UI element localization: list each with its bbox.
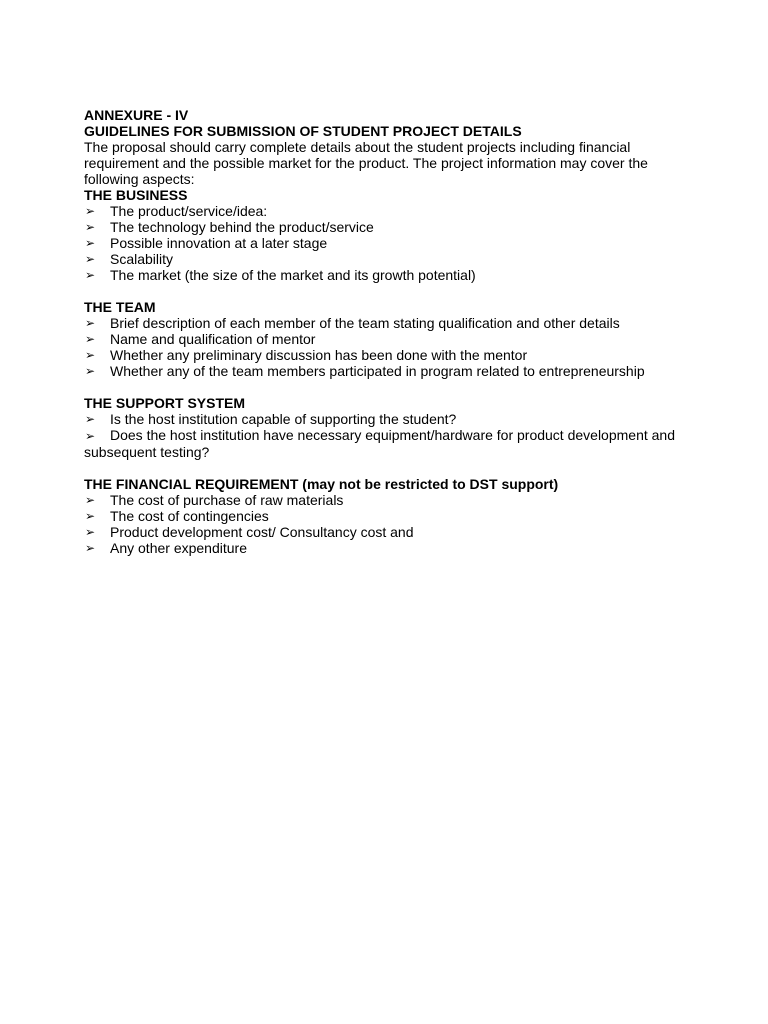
- list-item-text: Name and qualification of mentor: [110, 331, 316, 347]
- arrow-bullet-icon: ➢: [85, 541, 96, 555]
- arrow-bullet-icon: ➢: [85, 525, 96, 539]
- list-item: [84, 347, 704, 363]
- arrow-bullet-icon: ➢: [85, 429, 96, 443]
- arrow-bullet-icon: ➢: [85, 316, 96, 330]
- list-item-text: Scalability: [110, 251, 174, 267]
- section-heading-support: THE SUPPORT SYSTEM: [84, 395, 246, 411]
- section-heading-financial: THE FINANCIAL REQUIREMENT (may not be restricted to DST support): [84, 476, 559, 492]
- list-item: [84, 508, 704, 524]
- list-item: [84, 235, 704, 251]
- list-item-text: The cost of contingencies: [110, 508, 269, 524]
- list-item-text: The cost of purchase of raw materials: [110, 492, 344, 508]
- list-item: [84, 219, 704, 235]
- list-item-text: The product/service/idea:: [110, 203, 268, 219]
- list-item: [84, 524, 704, 540]
- section-spacer: [84, 283, 704, 299]
- arrow-bullet-icon: ➢: [85, 509, 96, 523]
- arrow-bullet-icon: ➢: [85, 332, 96, 346]
- list-item-text: Possible innovation at a later stage: [110, 235, 328, 251]
- section-heading-business: THE BUSINESS: [84, 187, 188, 203]
- list-item-text: Brief description of each member of the team stating qualification and other details: [110, 315, 620, 331]
- section-heading-team: THE TEAM: [84, 299, 156, 315]
- intro-paragraph: The proposal should carry complete details about the student projects including financial requirement and the possible market for the product. The project information may cover the following aspects:: [84, 139, 648, 187]
- section-spacer: [84, 379, 704, 395]
- arrow-bullet-icon: ➢: [85, 204, 96, 218]
- business-list: [84, 203, 704, 283]
- list-item: [84, 540, 704, 556]
- list-item-text: Is the host institution capable of supporting the student?: [110, 411, 457, 427]
- arrow-bullet-icon: ➢: [85, 493, 96, 507]
- list-item-text: Product development cost/ Consultancy cost and: [110, 524, 414, 540]
- arrow-bullet-icon: ➢: [85, 236, 96, 250]
- list-item: [84, 331, 704, 347]
- list-item: [84, 251, 704, 267]
- list-item-text: Whether any of the team members participated in program related to entrepreneurship: [110, 363, 645, 379]
- document-body: [84, 107, 704, 556]
- list-item: [84, 315, 704, 331]
- support-list: [84, 411, 704, 460]
- list-item: [84, 363, 704, 379]
- arrow-bullet-icon: ➢: [85, 252, 96, 266]
- annexure-label: ANNEXURE - IV: [84, 107, 189, 123]
- arrow-bullet-icon: ➢: [85, 268, 96, 282]
- list-item-text: Does the host institution have necessary equipment/hardware for product development and subsequent testing?: [84, 427, 676, 460]
- arrow-bullet-icon: ➢: [85, 412, 96, 426]
- list-item: [84, 427, 704, 460]
- document-title: GUIDELINES FOR SUBMISSION OF STUDENT PROJECT DETAILS: [84, 123, 522, 139]
- list-item-text: Whether any preliminary discussion has been done with the mentor: [110, 347, 528, 363]
- list-item: [84, 203, 704, 219]
- list-item: [84, 411, 704, 427]
- section-spacer: [84, 460, 704, 476]
- list-item: [84, 492, 704, 508]
- list-item-text: The technology behind the product/service: [110, 219, 374, 235]
- arrow-bullet-icon: ➢: [85, 364, 96, 378]
- list-item: [84, 267, 704, 283]
- arrow-bullet-icon: ➢: [85, 348, 96, 362]
- list-item-text: The market (the size of the market and its growth potential): [110, 267, 476, 283]
- arrow-bullet-icon: ➢: [85, 220, 96, 234]
- list-item-text: Any other expenditure: [110, 540, 247, 556]
- team-list: [84, 315, 704, 379]
- financial-list: [84, 492, 704, 556]
